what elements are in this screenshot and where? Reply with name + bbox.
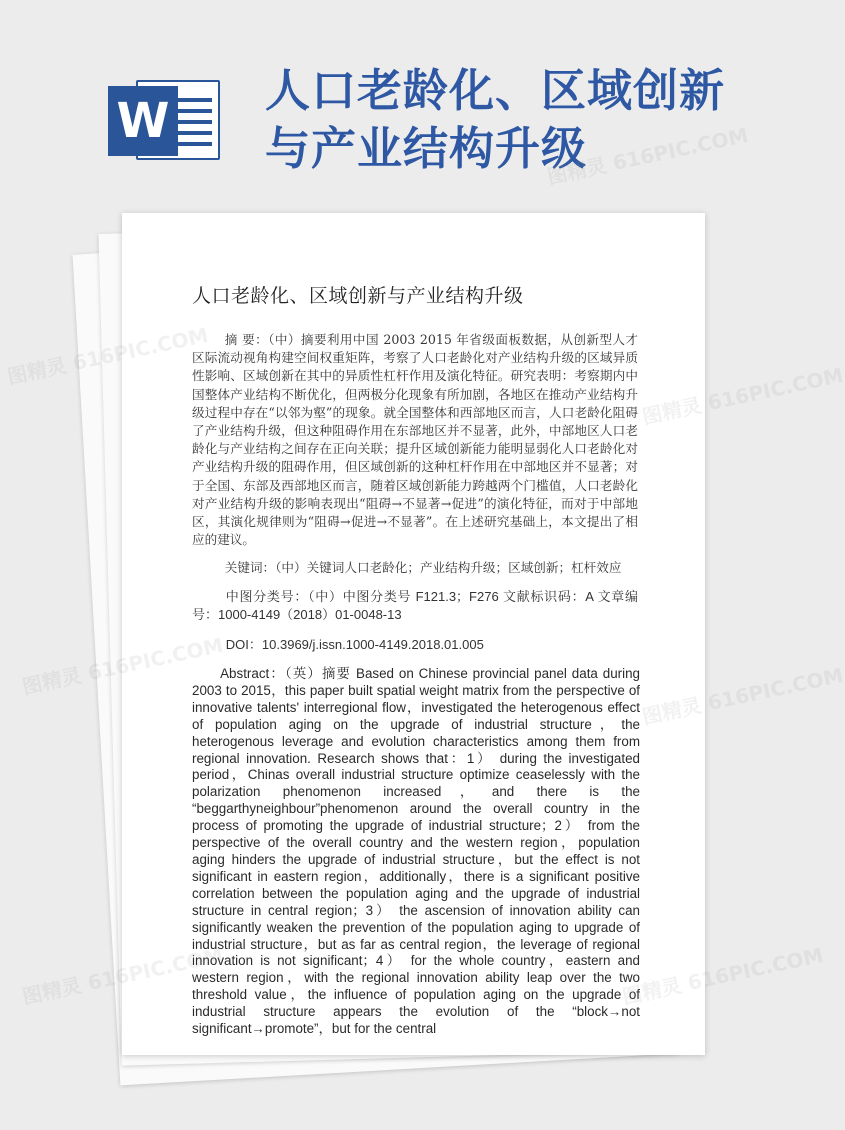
watermark: 图精灵 616PIC.COM [640,362,845,429]
watermark: 图精灵 [20,973,84,1009]
chinese-abstract: 摘 要：（中）摘要利用中国 2003 2015 年省级面板数据，从创新型人才区际流动视角构建空间权重矩阵，考察了人口老龄化对产业结构升级的区域异质性影响、区域创新在其中的异质性杠杆作用及演化特征。研究表明：考察期内中国整体产业结构不断优化，但两极分化现象有所加剧，各地区在推动产业结构升级过程中存在“以邻为壑”的现象。就全国整体和西部地区而言，人口老龄化阻碍了产业结构升级，但这种阻碍作用在东部地区并不显著，此外，中部地区人口老龄化与产业结构之间存在正向关联；提升区域创新能力能明显弱化人口老龄化对产业结构升级的阻碍作用，但区域创新的这种杠杆作用在中部地区并不显著；对于全国、东部及西部地区而言，随着区域创新能力跨越两个门槛值，人口老龄化对产业结构升级的影响表现出“阻碍→不显著→促进”的演化特征，而对于中部地区，其演化规律则为“阻碍→促进→不显著”。在上述研究基础上，本文提出了相应的建议。 [192,332,638,548]
english-abstract: Abstract：（英）摘要 Based on Chinese provincial panel data during 2003 to 2015，this paper built spatial weight matrix from the perspective of innovative talents' interregional flow，investigated the heterogenous effect of population aging on the upgrade of industrial structure，the heterogenous leverage and evolution characteristics among them from regional innovation. Research shows that：1） during the investigated period，Chinas overall industrial structure optimize ceaselessly with the polarization phenomenon increased，and there is the “beggarthyneighbour”phenomenon around the overall country in the process of promoting the upgrade of industrial structure；2） from the perspective of the overall country and the western region，population aging hinders the upgrade of industrial structure，but the effect is not significant in eastern region，additionally，there is a significant positive correlation between the population aging and the upgrade of industrial structure in central region；3） the ascension of innovation ability can significantly weaken the prevention of the population aging to upgrade of industrial structure，but as far as central region，the leverage of regional innovation is not significant；4） for the whole country，eastern and western region，with the regional innovation ability leap over the two threshold value，the influence of population aging on the upgrade of industrial structure appears the evolution of the “block→not significant→promote”，but for the central [192,666,640,1037]
classification-info: 中图分类号：（中）中图分类号 F121.3；F276 文献标识码：A 文章编号：1000-4149（2018）01-0048-13 [192,589,638,623]
banner [0,0,800,205]
watermark: 图精灵 [5,353,69,389]
watermark: 图精灵 [20,663,84,699]
watermark: 图精灵 616PIC.COM [545,122,751,189]
keywords: 关键词：（中）关键词人口老龄化；产业结构升级；区域创新；杠杆效应 [224,560,622,575]
banner-title-line-1: 人口老龄化、区域创新 [265,64,726,117]
document-title: 人口老龄化、区域创新与产业结构升级 [192,285,524,307]
watermark: 图精灵 616PIC.COM [620,942,826,1009]
banner-title-line-2: 与产业结构升级 [265,122,588,175]
watermark: 图精灵 616PIC.COM [640,662,845,729]
word-document-icon [108,76,220,164]
document-page [122,213,705,1055]
doi: DOI：10.3969/j.issn.1000-4149.2018.01.005 [225,637,484,652]
banner-title [265,62,785,178]
word-icon-letter: W [108,86,178,156]
